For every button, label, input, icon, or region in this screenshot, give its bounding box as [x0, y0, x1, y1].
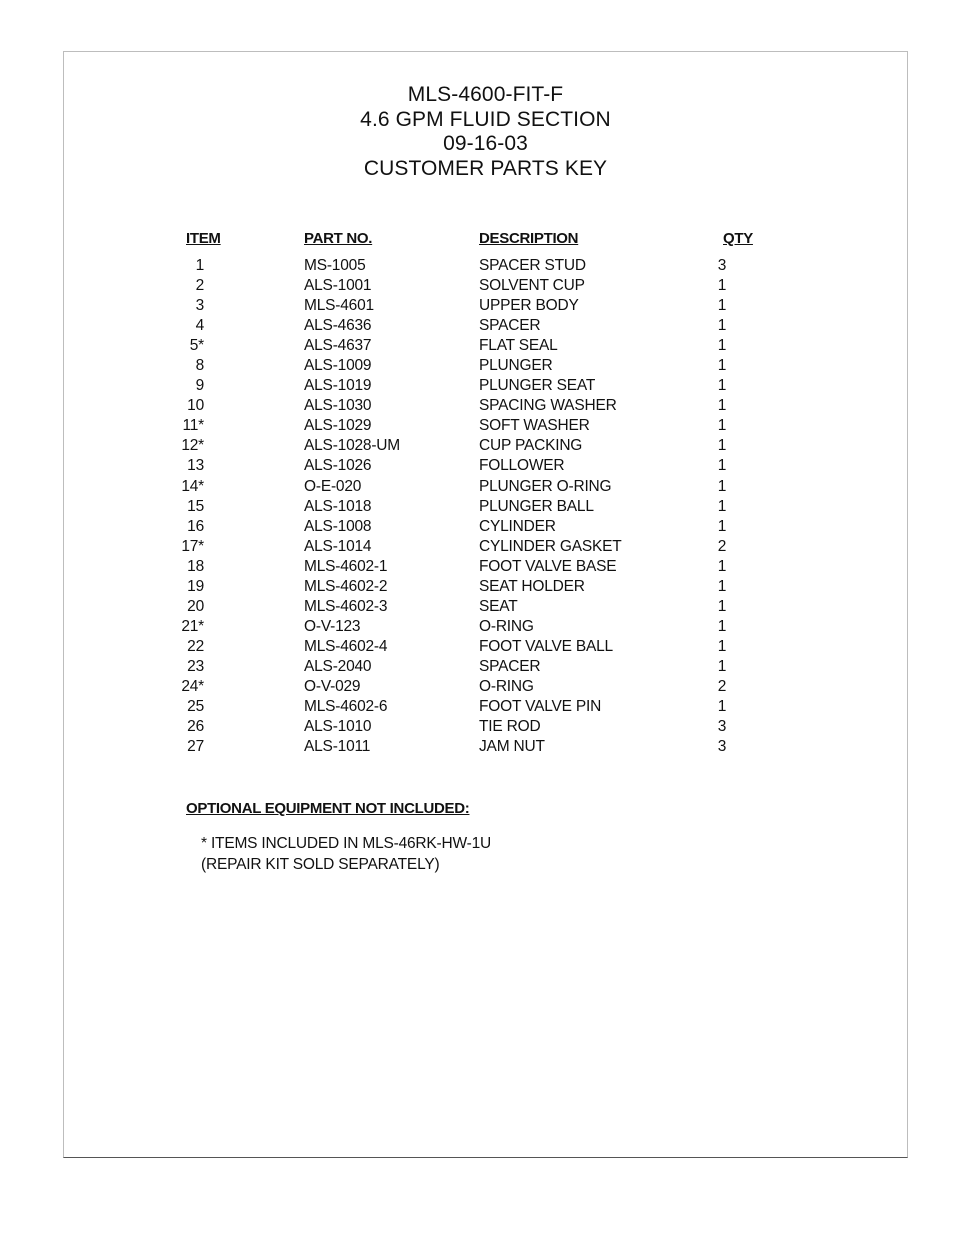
parts-row: [64, 497, 907, 517]
parts-row: [64, 537, 907, 557]
part-description: FOOT VALVE BASE: [479, 557, 617, 575]
part-item-number: 8: [195, 357, 204, 375]
part-item-number: 24*: [181, 677, 204, 695]
part-quantity: 2: [717, 537, 727, 555]
parts-row: [64, 396, 907, 416]
note-line: (REPAIR KIT SOLD SEPARATELY): [201, 856, 440, 873]
part-description: SPACER: [479, 657, 541, 675]
part-item-number: 17*: [181, 537, 204, 555]
part-description: CUP PACKING: [479, 437, 583, 455]
part-number: MLS-4601: [304, 297, 374, 315]
part-item-number: 25: [187, 698, 204, 716]
part-item-number: 21*: [181, 617, 204, 635]
parts-row: [64, 617, 907, 637]
part-description: PLUNGER BALL: [479, 497, 594, 515]
part-item-number: 4: [195, 317, 204, 335]
document-title: [64, 83, 907, 181]
part-number: MS-1005: [304, 257, 366, 274]
part-description: FLAT SEAL: [479, 337, 558, 355]
part-description: SPACER: [479, 317, 541, 335]
parts-row: [64, 517, 907, 537]
part-quantity: 1: [717, 377, 727, 395]
part-quantity: 1: [717, 417, 727, 435]
part-number: MLS-4602-1: [304, 557, 388, 575]
part-quantity: 1: [717, 617, 727, 635]
part-number: O-E-020: [304, 477, 362, 495]
part-description: SPACER STUD: [479, 257, 586, 274]
parts-list: [64, 256, 907, 757]
part-item-number: 13: [187, 457, 204, 475]
part-quantity: 1: [717, 397, 727, 415]
part-item-number: 20: [187, 597, 204, 615]
part-description: FOOT VALVE BALL: [479, 637, 613, 655]
part-description: SEAT: [479, 597, 518, 615]
parts-row: [64, 697, 907, 717]
part-description: PLUNGER O-RING: [479, 477, 612, 495]
part-number: ALS-1030: [304, 397, 372, 415]
part-quantity: 1: [717, 337, 727, 355]
parts-row: [64, 577, 907, 597]
part-item-number: 9: [195, 377, 204, 395]
part-quantity: 1: [717, 357, 727, 375]
part-quantity: 1: [717, 557, 727, 575]
parts-row: [64, 477, 907, 497]
part-quantity: 3: [717, 738, 727, 756]
part-description: TIE ROD: [479, 718, 541, 736]
part-quantity: 1: [717, 477, 727, 495]
part-number: ALS-1018: [304, 497, 372, 515]
parts-row: [64, 316, 907, 336]
parts-row: [64, 256, 907, 276]
part-number: ALS-1009: [304, 357, 372, 375]
title-model-number: MLS-4600-FIT-F: [407, 83, 564, 106]
part-description: SPACING WASHER: [479, 397, 617, 415]
parts-row: [64, 557, 907, 577]
part-item-number: 5*: [189, 337, 204, 355]
parts-row: [64, 737, 907, 757]
part-item-number: 23: [187, 657, 204, 675]
part-item-number: 18: [187, 557, 204, 575]
part-quantity: 3: [717, 257, 727, 274]
part-number: ALS-1010: [304, 718, 372, 736]
part-description: FOOT VALVE PIN: [479, 698, 602, 716]
parts-row: [64, 677, 907, 697]
parts-row: [64, 276, 907, 296]
part-quantity: 1: [717, 517, 727, 535]
part-description: FOLLOWER: [479, 457, 565, 475]
part-quantity: 3: [717, 718, 727, 736]
part-quantity: 1: [717, 698, 727, 716]
part-description: O-RING: [479, 617, 534, 635]
part-number: ALS-1019: [304, 377, 372, 395]
part-number: ALS-1026: [304, 457, 372, 475]
part-description: SEAT HOLDER: [479, 577, 585, 595]
optional-equipment-heading: OPTIONAL EQUIPMENT NOT INCLUDED:: [186, 800, 470, 817]
part-description: CYLINDER: [479, 517, 556, 535]
parts-row: [64, 717, 907, 737]
part-quantity: 1: [717, 277, 727, 295]
document-page: [63, 51, 908, 1158]
part-description: O-RING: [479, 677, 534, 695]
part-item-number: 16: [187, 517, 204, 535]
parts-row: [64, 436, 907, 456]
part-item-number: 27: [187, 738, 204, 756]
title-date: 09-16-03: [443, 132, 528, 155]
part-item-number: 22: [187, 637, 204, 655]
parts-row: [64, 376, 907, 396]
part-number: ALS-4636: [304, 317, 372, 335]
part-number: MLS-4602-3: [304, 597, 388, 615]
part-quantity: 1: [717, 497, 727, 515]
part-item-number: 11*: [182, 417, 204, 435]
note-line: * ITEMS INCLUDED IN MLS-46RK-HW-1U: [201, 835, 492, 852]
part-item-number: 14*: [181, 477, 204, 495]
part-number: ALS-1014: [304, 537, 372, 555]
part-quantity: 1: [717, 577, 727, 595]
title-parts-key: CUSTOMER PARTS KEY: [363, 156, 608, 180]
parts-row: [64, 597, 907, 617]
part-item-number: 15: [187, 497, 204, 515]
column-header-description: DESCRIPTION: [479, 230, 579, 247]
part-item-number: 12*: [181, 437, 204, 455]
part-description: SOLVENT CUP: [479, 277, 585, 295]
part-item-number: 2: [195, 277, 204, 295]
title-section-name: 4.6 GPM FLUID SECTION: [360, 107, 611, 131]
parts-row: [64, 336, 907, 356]
parts-row: [64, 657, 907, 677]
part-item-number: 26: [187, 718, 204, 736]
part-description: PLUNGER: [479, 357, 553, 375]
column-header-qty: QTY: [723, 230, 753, 247]
part-quantity: 1: [717, 437, 727, 455]
part-quantity: 1: [717, 657, 727, 675]
part-quantity: 1: [717, 297, 727, 315]
part-number: MLS-4602-4: [304, 637, 388, 655]
part-item-number: 10: [187, 397, 204, 415]
part-number: ALS-1029: [304, 417, 372, 435]
part-number: ALS-1028-UM: [304, 437, 401, 455]
part-quantity: 2: [717, 677, 727, 695]
part-number: ALS-2040: [304, 657, 372, 675]
part-quantity: 1: [717, 597, 727, 615]
parts-row: [64, 416, 907, 436]
part-item-number: 1: [195, 257, 204, 274]
parts-row: [64, 637, 907, 657]
part-number: MLS-4602-6: [304, 698, 388, 716]
parts-row: [64, 296, 907, 316]
part-number: ALS-1001: [304, 277, 372, 295]
parts-row: [64, 356, 907, 376]
part-description: CYLINDER GASKET: [479, 537, 622, 555]
part-number: O-V-029: [304, 677, 361, 695]
parts-row: [64, 456, 907, 476]
column-header-item: ITEM: [186, 230, 221, 247]
part-number: ALS-4637: [304, 337, 372, 355]
part-quantity: 1: [717, 317, 727, 335]
part-description: JAM NUT: [479, 738, 545, 756]
part-item-number: 3: [195, 297, 204, 315]
part-number: ALS-1011: [304, 738, 371, 756]
part-description: UPPER BODY: [479, 297, 579, 315]
part-number: O-V-123: [304, 617, 361, 635]
column-header-part-no: PART NO.: [304, 230, 373, 247]
part-description: PLUNGER SEAT: [479, 377, 596, 395]
repair-kit-note: [201, 833, 491, 875]
part-quantity: 1: [717, 457, 727, 475]
part-number: ALS-1008: [304, 517, 372, 535]
part-number: MLS-4602-2: [304, 577, 388, 595]
part-description: SOFT WASHER: [479, 417, 590, 435]
part-quantity: 1: [717, 637, 727, 655]
part-item-number: 19: [187, 577, 204, 595]
